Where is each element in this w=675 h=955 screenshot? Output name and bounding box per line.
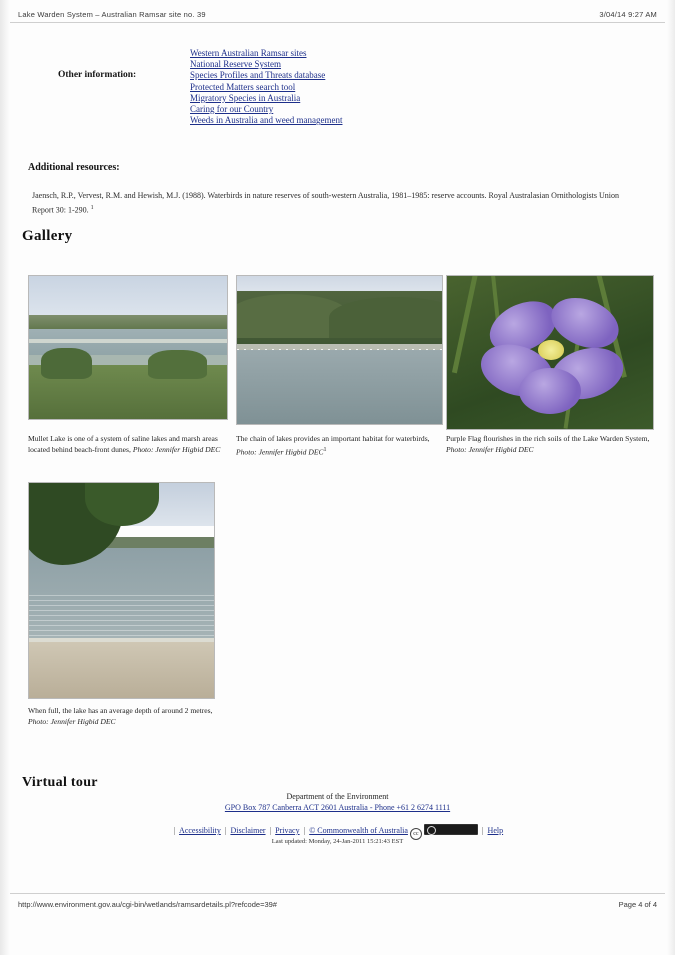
- photo-beach: [29, 642, 214, 698]
- link-national-reserve-system[interactable]: National Reserve System: [190, 59, 281, 70]
- caption-footnote-marker: 1: [323, 446, 327, 453]
- page-header-title: Lake Warden System – Australian Ramsar site no. 39: [18, 10, 206, 19]
- gallery-photo-purple-flag: [446, 275, 654, 430]
- link-species-profiles-threats[interactable]: Species Profiles and Threats database: [190, 70, 326, 81]
- virtual-tour-heading: Virtual tour: [22, 775, 98, 790]
- caption-credit: Photo: Jennifer Higbid DEC: [132, 444, 221, 454]
- footer-address: [0, 803, 675, 812]
- gallery-photo-mullet-lake: [28, 275, 228, 420]
- photo-bush-left: [41, 348, 92, 379]
- creative-commons-icon: cc: [410, 828, 422, 840]
- footer-separator: |: [481, 826, 484, 835]
- citation-footnote-marker: 1: [90, 205, 94, 211]
- photo-water-ripples: [29, 595, 214, 642]
- footer-link-privacy[interactable]: Privacy: [275, 826, 300, 835]
- footer-last-updated: Last updated: Monday, 24-Jan-2011 15:21:43 EST: [271, 838, 404, 845]
- creative-commons-badge-icon[interactable]: [424, 824, 478, 835]
- additional-resources-heading: Additional resources:: [28, 162, 120, 173]
- footer-link-commonwealth-copyright[interactable]: © Commonwealth of Australia: [309, 826, 408, 835]
- footer-separator: |: [303, 826, 306, 835]
- gallery-caption-lake-shore: [28, 706, 228, 727]
- photo-bush-right: [148, 350, 207, 379]
- footer-separator: |: [269, 826, 272, 835]
- page-footer-number: Page 4 of 4: [618, 900, 657, 909]
- gallery-heading: Gallery: [22, 228, 73, 244]
- link-protected-matters-search[interactable]: Protected Matters search tool: [190, 81, 296, 92]
- footer-separator: |: [224, 826, 227, 835]
- caption-text: Mullet Lake is one of a system of saline lakes and marsh areas located behind beach-front dunes,: [28, 434, 218, 454]
- gallery-photo-lake-shore: [28, 482, 215, 699]
- page-header-timestamp: 3/04/14 9:27 AM: [599, 10, 657, 19]
- gallery-caption-mullet-lake: [28, 434, 234, 455]
- link-caring-for-our-country[interactable]: Caring for our Country: [190, 104, 274, 115]
- caption-text: Purple Flag flourishes in the rich soils of the Lake Warden System,: [446, 434, 650, 443]
- citation-text: Jaensch, R.P., Vervest, R.M. and Hewish, M.J. (1988). Waterbirds in nature reserves of south-western Australia, 1981–1985: reserve accounts. Royal Australasian Ornithologists Union Report 30: 1-290.: [32, 191, 619, 215]
- photo-lake: [237, 350, 442, 424]
- additional-resources-citation: [32, 190, 632, 217]
- footer-address-link[interactable]: GPO Box 787 Canberra ACT 2601 Australia - Phone +61 2 6274 1111: [224, 803, 451, 812]
- photo-flower-petal: [519, 368, 581, 414]
- caption-credit: Photo: Jennifer Higbid DEC: [28, 716, 116, 726]
- footer-divider: [10, 893, 665, 894]
- caption-text: When full, the lake has an average depth of around 2 metres,: [28, 706, 213, 715]
- footer-link-disclaimer[interactable]: Disclaimer: [230, 826, 266, 835]
- photo-hill-right: [329, 297, 443, 338]
- gallery-caption-chain-of-lakes: [236, 434, 442, 458]
- page-footer-url: http://www.environment.gov.au/cgi-bin/wetlands/ramsardetails.pl?refcode=39#: [18, 900, 277, 909]
- link-wa-ramsar-sites[interactable]: Western Australian Ramsar sites: [190, 48, 307, 58]
- caption-credit: Photo: Jennifer Higbid DEC: [236, 447, 324, 457]
- link-weeds-in-australia[interactable]: Weeds in Australia and weed management: [190, 115, 343, 126]
- caption-credit: Photo: Jennifer Higbid DEC: [446, 444, 534, 454]
- photo-far-vegetation: [29, 315, 227, 329]
- gallery-photo-chain-of-lakes: [236, 275, 443, 425]
- photo-sand-spit: [29, 339, 227, 343]
- other-information-label: Other information:: [58, 70, 137, 80]
- gallery-caption-purple-flag: [446, 434, 654, 455]
- header-divider: [10, 22, 665, 23]
- other-information-link-list: [190, 48, 490, 126]
- footer-link-help[interactable]: Help: [487, 826, 504, 835]
- caption-text: The chain of lakes provides an important habitat for waterbirds,: [236, 434, 430, 443]
- footer-department: Department of the Environment: [286, 792, 389, 801]
- link-migratory-species[interactable]: Migratory Species in Australia: [190, 92, 301, 103]
- footer-separator: |: [173, 826, 176, 835]
- footer-link-accessibility[interactable]: Accessibility: [179, 826, 221, 835]
